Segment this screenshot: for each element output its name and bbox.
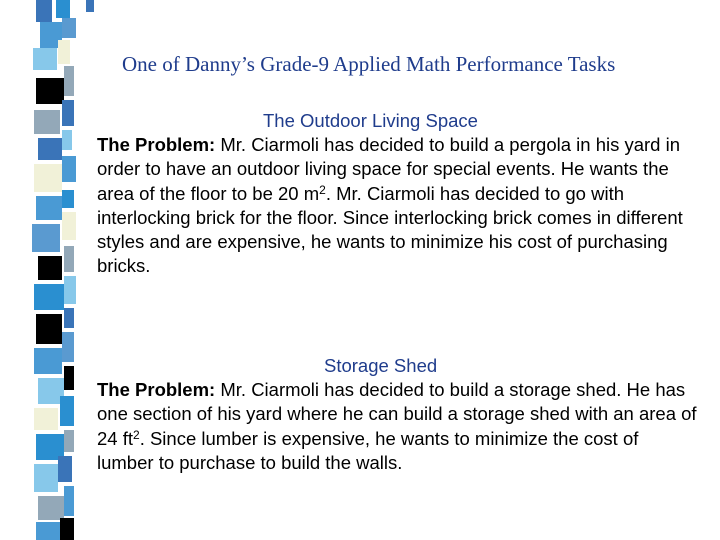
decorative-tile-strip bbox=[0, 0, 90, 540]
decorative-tile bbox=[60, 396, 74, 426]
decorative-tile bbox=[58, 456, 72, 482]
decorative-tile bbox=[62, 212, 76, 240]
decorative-tile bbox=[64, 366, 74, 390]
slide-header: One of Danny’s Grade-9 Applied Math Performance Tasks bbox=[122, 52, 616, 76]
decorative-tile bbox=[62, 100, 74, 126]
decorative-tile bbox=[38, 138, 62, 160]
decorative-tile bbox=[34, 110, 60, 134]
decorative-tile bbox=[36, 196, 62, 220]
decorative-tile bbox=[62, 130, 72, 150]
decorative-tile bbox=[62, 332, 74, 362]
decorative-tile bbox=[33, 48, 57, 70]
problem-text-part-2: . Since lumber is expensive, he wants to minimize the cost of lumber to purchase to build the walls. bbox=[97, 427, 639, 473]
decorative-tile bbox=[34, 408, 58, 430]
decorative-tile bbox=[34, 348, 62, 374]
superscript: 2 bbox=[133, 427, 140, 442]
decorative-tile bbox=[64, 430, 74, 452]
problem-text-part-2: . Mr. Ciarmoli has decided to go with interlocking brick for the floor. Since interlocking brick comes in different styles and are expensive, he wants to minimize his cost of purchasing bricks. bbox=[97, 182, 683, 277]
decorative-tile bbox=[34, 164, 62, 192]
decorative-tile bbox=[56, 0, 70, 18]
problem-text-part-1: Mr. Ciarmoli has decided to build a pergola in his yard in order to have an outdoor living space for special events. He wants the area of the floor to be 20 m bbox=[97, 134, 681, 204]
decorative-tile bbox=[38, 256, 62, 280]
problem-text-part-1: Mr. Ciarmoli has decided to build a storage shed. He has one section of his yard where he can build a storage shed with an area of 24 ft bbox=[97, 379, 697, 449]
decorative-tile bbox=[38, 496, 64, 520]
decorative-tile bbox=[36, 78, 64, 104]
decorative-tile bbox=[62, 190, 74, 208]
section-body-outdoor-living-space bbox=[97, 133, 697, 279]
decorative-tile bbox=[64, 486, 74, 516]
decorative-tile bbox=[62, 18, 76, 38]
decorative-tile bbox=[64, 246, 74, 272]
decorative-tile bbox=[36, 0, 52, 22]
section-title-outdoor-living-space: The Outdoor Living Space bbox=[263, 110, 478, 131]
decorative-tile bbox=[36, 314, 62, 344]
problem-label: The Problem: bbox=[97, 134, 216, 155]
decorative-tile bbox=[58, 40, 70, 64]
superscript: 2 bbox=[319, 182, 326, 197]
decorative-tile bbox=[64, 276, 76, 304]
decorative-tile bbox=[60, 518, 74, 540]
decorative-tile bbox=[34, 464, 58, 492]
top-accent-tile bbox=[86, 0, 94, 12]
decorative-tile bbox=[32, 224, 60, 252]
decorative-tile bbox=[34, 284, 64, 310]
decorative-tile bbox=[36, 522, 60, 540]
decorative-tile bbox=[62, 156, 76, 182]
section-title-storage-shed: Storage Shed bbox=[324, 355, 438, 376]
section-body-storage-shed bbox=[97, 378, 697, 475]
decorative-tile bbox=[64, 66, 74, 96]
problem-label: The Problem: bbox=[97, 379, 216, 400]
decorative-tile bbox=[64, 308, 74, 328]
